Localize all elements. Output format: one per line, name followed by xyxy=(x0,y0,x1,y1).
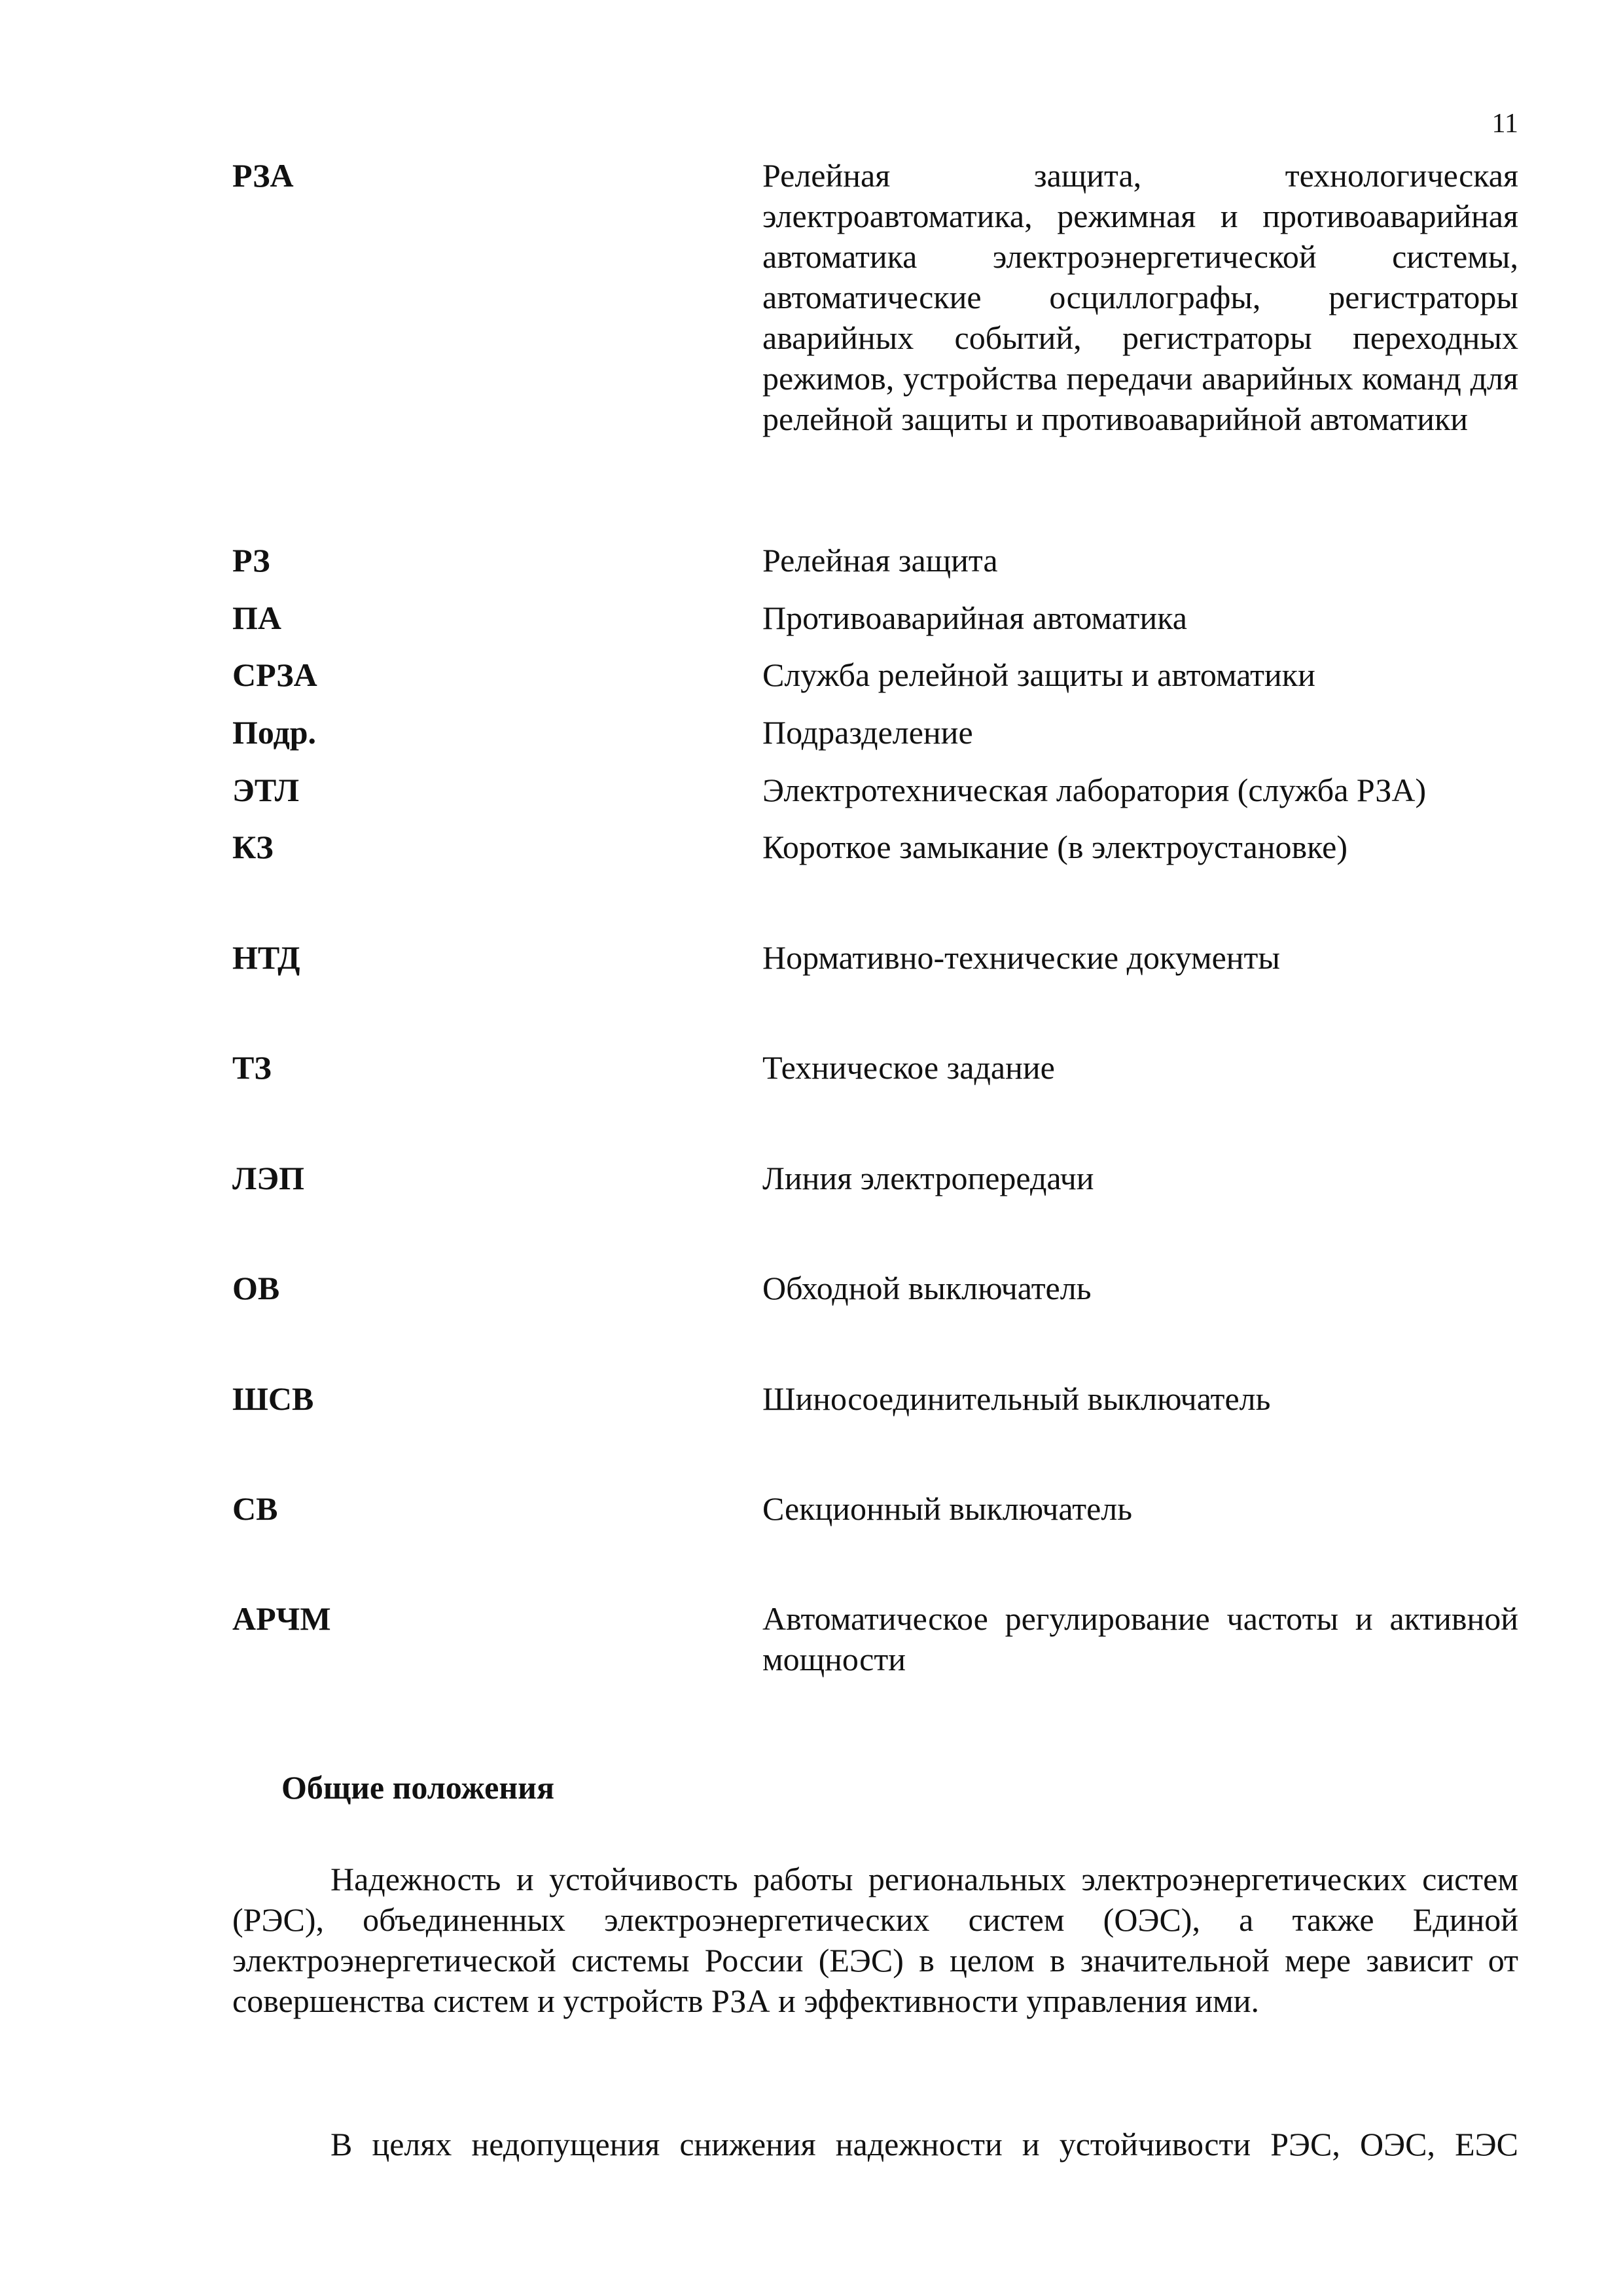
abbreviation-term: РЗ xyxy=(232,542,270,579)
abbreviation-definition: Секционный выключатель xyxy=(762,1490,1133,1527)
abbreviation-definition: Техническое задание xyxy=(762,1049,1055,1086)
abbreviation-term: Подр. xyxy=(232,714,317,751)
section-heading: Общие положения xyxy=(281,1769,555,1806)
abbreviation-definition: Подразделение xyxy=(762,714,973,751)
abbreviation-definition: Шиносоединительный выключатель xyxy=(762,1380,1271,1417)
abbreviation-term: ШСВ xyxy=(232,1380,314,1417)
abbreviation-term: ЭТЛ xyxy=(232,772,300,808)
abbreviation-definition: Обходной выключатель xyxy=(762,1270,1092,1306)
abbreviation-term: РЗА xyxy=(232,157,294,194)
body-paragraph: Надежность и устойчивость работы региональных электроэнергетических систем (РЭС), объединенных электроэнергетических систем (ОЭС), а также Единой электроэнергетической системы России (ЕЭС) в целом в значительной мере зависит от совершенства систем и устройств РЗА и эффективности управления ими. xyxy=(232,1861,1518,2019)
abbreviation-definition: Линия электропередачи xyxy=(762,1160,1094,1196)
abbreviation-definition: Автоматическое регулирование частоты и активной мощности xyxy=(762,1600,1518,1677)
abbreviation-definition: Релейная защита, технологическая электроавтоматика, режимная и противоаварийная автоматика электроэнергетической системы, автоматические осциллографы, регистраторы аварийных событий, регистраторы переходных режимов, устройства передачи аварийных команд для релейной защиты и противоаварийной автоматики xyxy=(762,157,1518,437)
abbreviation-definition: Электротехническая лаборатория (служба РЗА) xyxy=(762,772,1427,808)
abbreviation-definition: Служба релейной защиты и автоматики xyxy=(762,656,1315,693)
abbreviation-definition: Релейная защита xyxy=(762,542,998,579)
abbreviation-term: НТД xyxy=(232,939,300,976)
abbreviation-term: ЛЭП xyxy=(232,1160,305,1196)
body-paragraph: В целях недопущения снижения надежности и устойчивости РЭС, ОЭС, ЕЭС xyxy=(330,2126,1518,2162)
abbreviation-term: СВ xyxy=(232,1490,278,1527)
abbreviation-term: КЗ xyxy=(232,829,274,865)
abbreviation-term: ОВ xyxy=(232,1270,280,1306)
abbreviation-definition: Короткое замыкание (в электроустановке) xyxy=(762,829,1347,865)
abbreviation-term: ТЗ xyxy=(232,1049,272,1086)
abbreviation-term: ПА xyxy=(232,600,281,636)
abbreviation-term: СРЗА xyxy=(232,656,317,693)
abbreviation-definition: Противоаварийная автоматика xyxy=(762,600,1187,636)
page-number: 11 xyxy=(1491,109,1518,139)
abbreviation-term: АРЧМ xyxy=(232,1600,331,1637)
abbreviation-definition: Нормативно-технические документы xyxy=(762,939,1280,976)
